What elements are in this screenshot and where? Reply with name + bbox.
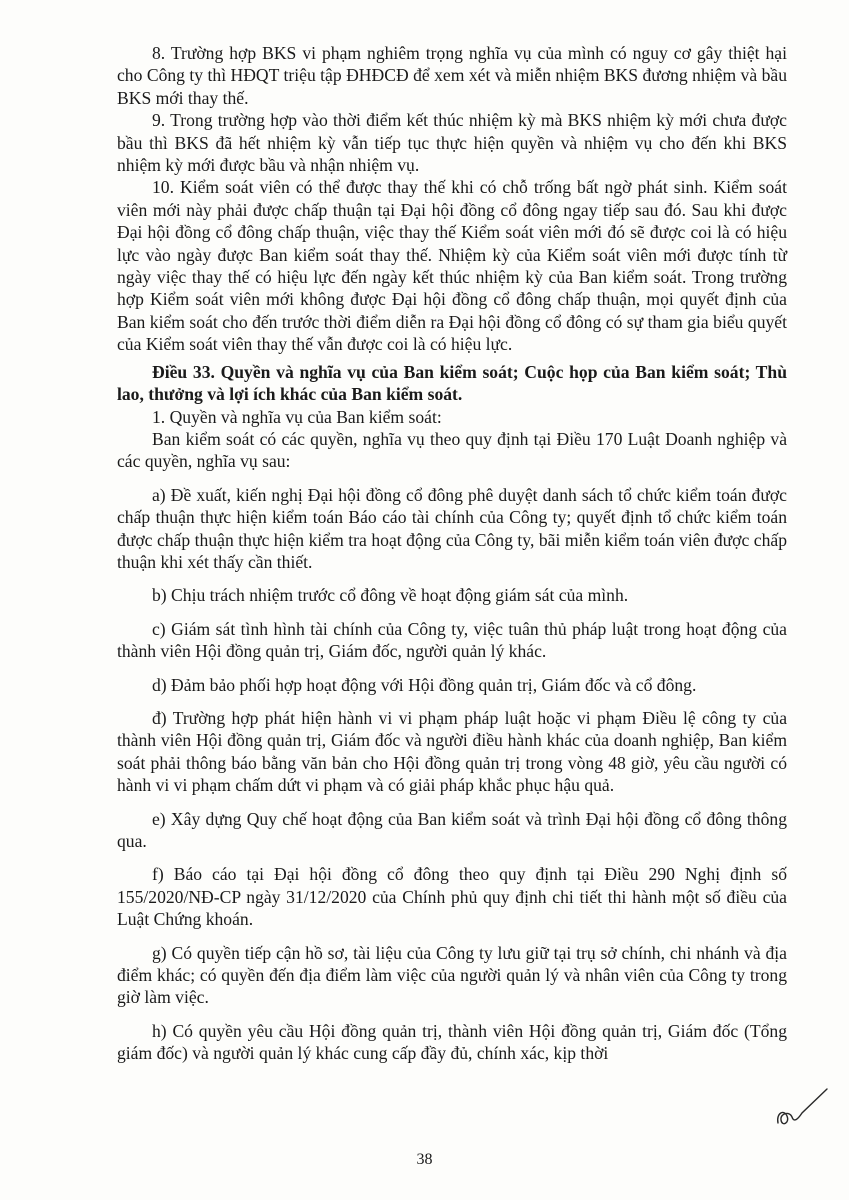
item-c: c) Giám sát tình hình tài chính của Công ty, việc tuân thủ pháp luật trong hoạt động của thành viên Hội đồng quản trị, Giám đốc, người quản lý khác. [117, 618, 787, 662]
paragraph-9: 9. Trong trường hợp vào thời điểm kết thúc nhiệm kỳ mà BKS nhiệm kỳ mới chưa được bầu thì BKS đã hết nhiệm kỳ vẫn tiếp tục thực hiện quyền và nhiệm vụ cho đến khi BKS nhiệm kỳ mới được bầu và nhận nhiệm vụ. [117, 110, 787, 176]
paragraph-8: 8. Trường hợp BKS vi phạm nghiêm trọng nghĩa vụ của mình có nguy cơ gây thiệt hại cho Công ty thì HĐQT triệu tập ĐHĐCĐ để xem xét và miễn nhiệm BKS đương nhiệm và bầu BKS mới thay thế. [117, 43, 787, 108]
item-f: f) Báo cáo tại Đại hội đồng cổ đông theo quy định tại Điều 290 Nghị định số 155/2020/NĐ-CP ngày 31/12/2020 của Chính phủ quy định chi tiết thi hành một số điều của Luật Chứng khoán. [117, 864, 787, 930]
item-dd: đ) Trường hợp phát hiện hành vi vi phạm pháp luật hoặc vi phạm Điều lệ công ty của thành viên Hội đồng quản trị, Giám đốc và người điều hành khác của doanh nghiệp, Ban kiểm soát phải thông báo bằng văn bản cho Hội đồng quản trị trong vòng 48 giờ, yêu cầu người có hành vi vi phạm chấm dứt vi phạm và có giải pháp khắc phục hậu quả. [117, 707, 787, 796]
section-1-title: 1. Quyền và nghĩa vụ của Ban kiểm soát: [152, 406, 442, 427]
signature-mark [772, 1083, 830, 1133]
article-33-heading: Điều 33. Quyền và nghĩa vụ của Ban kiểm soát; Cuộc họp của Ban kiểm soát; Thù lao, thưởng và lợi ích khác của Ban kiểm soát. [117, 361, 787, 405]
document-body [117, 42, 787, 1065]
item-g: g) Có quyền tiếp cận hồ sơ, tài liệu của Công ty lưu giữ tại trụ sở chính, chi nhánh và địa điểm khác; có quyền đến địa điểm làm việc của người quản lý và nhân viên của Công ty trong giờ làm việc. [117, 942, 787, 1008]
item-e: e) Xây dựng Quy chế hoạt động của Ban kiểm soát và trình Đại hội đồng cổ đông thông qua. [117, 808, 787, 851]
item-h: h) Có quyền yêu cầu Hội đồng quản trị, thành viên Hội đồng quản trị, Giám đốc (Tổng giám đốc) và người quản lý khác cung cấp đầy đủ, chính xác, kịp thời [117, 1020, 787, 1064]
page-number: 38 [416, 1151, 433, 1168]
item-a: a) Đề xuất, kiến nghị Đại hội đồng cổ đông phê duyệt danh sách tổ chức kiểm toán được chấp thuận thực hiện kiểm toán Báo cáo tài chính của Công ty; quyết định tổ chức kiểm toán được chấp thuận thực hiện kiểm tra hoạt động của Công ty, bãi miễn kiểm toán viên được chấp thuận khi xét thấy cần thiết. [117, 484, 787, 572]
item-d: d) Đảm bảo phối hợp hoạt động với Hội đồng quản trị, Giám đốc và cổ đông. [152, 674, 697, 695]
item-b: b) Chịu trách nhiệm trước cổ đông về hoạt động giám sát của mình. [152, 585, 629, 606]
section-1-intro: Ban kiểm soát có các quyền, nghĩa vụ theo quy định tại Điều 170 Luật Doanh nghiệp và các quyền, nghĩa vụ sau: [117, 428, 787, 472]
paragraph-10: 10. Kiểm soát viên có thể được thay thế khi có chỗ trống bất ngờ phát sinh. Kiểm soát viên mới này phải được chấp thuận tại Đại hội đồng cổ đông ngay tiếp sau đó. Sau khi được Đại hội đồng cổ đông chấp thuận, việc thay thế Kiểm soát viên mới đó sẽ được coi là có hiệu lực vào ngày được Ban kiểm soát thay thế. Nhiệm kỳ của Kiểm soát viên mới được tính từ ngày việc thay thế có hiệu lực đến ngày kết thúc nhiệm kỳ của Ban kiểm soát. Trong trường hợp Kiểm soát viên mới không được Đại hội đồng cổ đông chấp thuận, mọi quyết định của Ban kiểm soát cho đến trước thời điểm diễn ra Đại hội đồng cổ đông có sự tham gia biểu quyết của Kiểm soát viên thay thế vẫn được coi là có hiệu lực. [117, 177, 787, 355]
